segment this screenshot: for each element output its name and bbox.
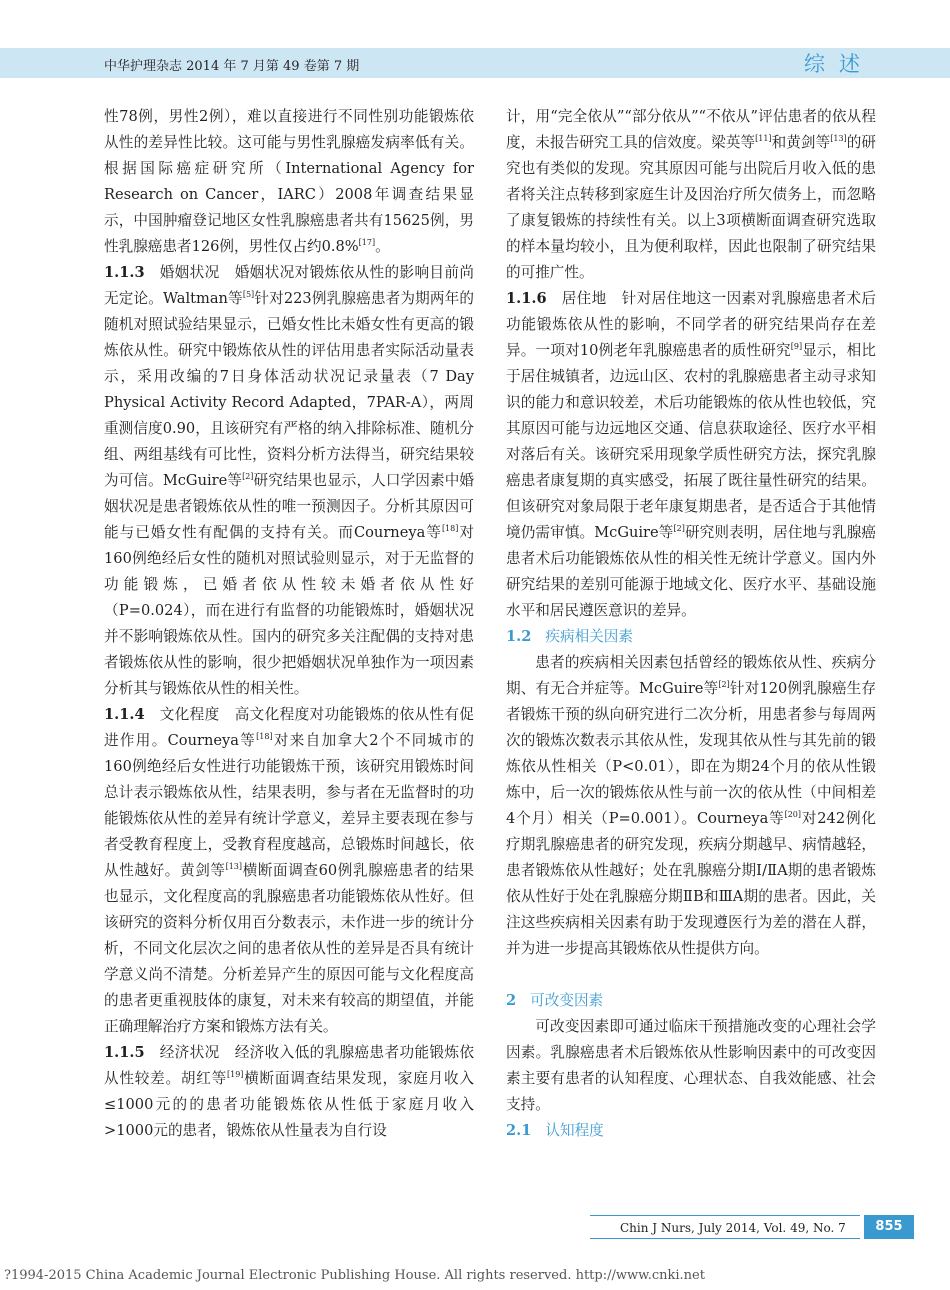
subsection-title: 居住地	[561, 290, 607, 307]
section-number: 2.1	[506, 1122, 532, 1139]
page-number: 855	[864, 1215, 914, 1239]
paragraph: 计，用“完全依从”“部分依从”“不依从”评估患者的依从程度，未报告研究工具的信效度。梁英等[11]和黄剑等[13]的研究也有类似的发现。究其原因可能与出院后月收入低的患者将关注点转移到家庭生计及因治疗所欠债务上，而忽略了康复锻炼的持续性有关。以上3项横断面调查研究选取的样本量均较小，且为便利取样，因此也限制了研究结果的可推广性。	[506, 108, 876, 281]
section-spacer	[506, 962, 876, 988]
section-number: 2	[506, 992, 517, 1009]
section-title: 疾病相关因素	[545, 628, 633, 645]
section-heading-modifiable-factors	[506, 988, 876, 1014]
section-title: 可改变因素	[530, 992, 604, 1009]
subsection-economic-status: 1.1.5 经济状况 经济收入低的乳腺癌患者功能锻炼依从性较差。胡红等[19]横断面调查结果发现，家庭月收入≤1000元的的患者功能锻炼依从性低于家庭月收入>1000元的患者，锻炼依从性量表为自行设	[104, 1044, 474, 1139]
paragraph: 患者的疾病相关因素包括曾经的锻炼依从性、疾病分期、有无合并症等。McGuire等[2]针对120例乳腺癌生存者锻炼干预的纵向研究进行二次分析，用患者参与每周两次的锻炼次数表示其依从性，发现其依从性与其先前的锻炼依从性相关（P<0.01），即在为期24个月的依从性锻炼中，后一次的锻炼依从性与前一次的依从性（中间相差4个月）相关（P=0.001）。Courneya等[20]对242例化疗期乳腺癌患者的研究发现，疾病分期越早、病情越轻，患者锻炼依从性越好；处在乳腺癌分期Ⅰ/ⅡA期的患者锻炼依从性好于处在乳腺癌分期ⅡB和ⅢA期的患者。因此，关注这些疾病相关因素有助于发现遵医行为差的潜在人群，并为进一步提高其锻炼依从性提供方向。	[506, 654, 877, 957]
reference-mark[interactable]: [2]	[242, 472, 254, 481]
reference-mark[interactable]: [2]	[718, 680, 730, 689]
paragraph: 性78例，男性2例），难以直接进行不同性别功能锻炼依从性的差异性比较。这可能与男性乳腺癌发病率低有关。根据国际癌症研究所（International Agency for Research on Cancer，IARC）2008年调查结果显示，中国肿瘤登记地区女性乳腺癌患者共有15625例，男性乳腺癌患者126例，男性仅占约0.8%[17]。	[104, 108, 474, 255]
reference-mark[interactable]: [5]	[242, 290, 255, 299]
section-title: 认知程度	[545, 1122, 604, 1139]
left-column	[104, 104, 474, 1144]
section-heading-cognition	[506, 1118, 876, 1144]
running-header	[0, 48, 950, 78]
reference-mark[interactable]: [19]	[226, 1070, 244, 1079]
journal-citation: Chin J Nurs, July 2014, Vol. 49, No. 7	[590, 1215, 860, 1239]
subsection-title: 文化程度	[159, 706, 220, 723]
reference-mark[interactable]: [17]	[358, 238, 376, 247]
reference-mark[interactable]: [13]	[830, 134, 847, 143]
subsection-education: 1.1.4 文化程度 高文化程度对功能锻炼的依从性有促进作用。Courneya等[18]对来自加拿大2个不同城市的160例绝经后女性进行功能锻炼干预，该研究用锻炼时间总计表示锻炼依从性，结果表明，参与者在无监督时的功能锻炼依从性的差异有统计学意义，差异主要表现在参与者受教育程度上，受教育程度越高，总锻炼时间越长，依从性越好。黄剑等[13]横断面调查60例乳腺癌患者的结果也显示，文化程度高的乳腺癌患者功能锻炼依从性好。但该研究的资料分析仅用百分数表示，未作进一步的统计分析，不同文化层次之间的患者依从性的差异是否具有统计学意义尚不清楚。分析差异产生的原因可能与文化程度高的患者更重视肢体的康复，对未来有较高的期望值，并能正确理解治疗方案和锻炼方法有关。	[104, 706, 474, 1035]
reference-mark[interactable]: [18]	[441, 524, 459, 533]
section-heading-disease-factors	[506, 624, 876, 650]
subsection-number: 1.1.3	[104, 264, 145, 281]
reference-mark[interactable]: [9]	[790, 342, 803, 351]
journal-issue-label: 中华护理杂志 2014 年 7 月第 49 卷第 7 期	[104, 59, 360, 74]
reference-mark[interactable]: [18]	[256, 732, 273, 741]
reference-mark[interactable]: [20]	[784, 810, 801, 819]
section-label: 综述	[804, 52, 874, 76]
paragraph: 可改变因素即可通过临床干预措施改变的心理社会学因素。乳腺癌患者术后锻炼依从性影响因素中的可改变因素主要有患者的认知程度、心理状态、自我效能感、社会支持。	[506, 1018, 876, 1113]
copyright-notice: ?1994-2015 China Academic Journal Electronic Publishing House. All rights reserved. http://www.cnki.net	[4, 1268, 705, 1283]
subsection-title: 经济状况	[159, 1044, 220, 1061]
section-number: 1.2	[506, 628, 532, 645]
subsection-number: 1.1.6	[506, 290, 547, 307]
subsection-title: 婚姻状况	[159, 264, 220, 281]
subsection-number: 1.1.4	[104, 706, 145, 723]
right-column	[506, 104, 876, 1144]
subsection-marital-status: 1.1.3 婚姻状况 婚姻状况对锻炼依从性的影响目前尚无定论。Waltman等[5]针对223例乳腺癌患者为期两年的随机对照试验结果显示，已婚女性比未婚女性有更高的锻炼依从性。研究中锻炼依从性的评估用患者实际活动量表示，采用改编的7日身体活动状况记录量表（7 Day Physical Activity Record Adapted，7PAR-A），两周重测信度0.90，且该研究有严格的纳入排除标准、随机分组、两组基线有可比性，资料分析方法得当，研究结果较为可信。McGuire等[2]研究结果也显示，人口学因素中婚姻状况是患者锻炼依从性的唯一预测因子。分析其原因可能与已婚女性有配偶的支持有关。而Courneya等[18]对160例绝经后女性的随机对照试验则显示，对于无监督的功能锻炼，已婚者依从性较未婚者依从性好（P=0.024），而在进行有监督的功能锻炼时，婚姻状况并不影响锻炼依从性。国内的研究多关注配偶的支持对患者锻炼依从性的影响，很少把婚姻状况单独作为一项因素分析其与锻炼依从性的相关性。	[104, 264, 475, 697]
subsection-number: 1.1.5	[104, 1044, 145, 1061]
subsection-residence: 1.1.6 居住地 针对居住地这一因素对乳腺癌患者术后功能锻炼依从性的影响，不同学者的研究结果尚存在差异。一项对10例老年乳腺癌患者的质性研究[9]显示，相比于居住城镇者，边远山区、农村的乳腺癌患者主动寻求知识的能力和意识较差，术后功能锻炼的依从性也较低，究其原因可能与边远地区交通、信息获取途径、医疗水平相对落后有关。该研究采用现象学质性研究方法，探究乳腺癌患者康复期的真实感受，拓展了既往量性研究的结果。但该研究对象局限于老年康复期患者，是否适合于其他情境仍需审慎。McGuire等[2]研究则表明，居住地与乳腺癌患者术后功能锻炼依从性的相关性无统计学意义。国内外研究结果的差别可能源于地域文化、医疗水平、基础设施水平和居民遵医意识的差异。	[506, 290, 876, 619]
reference-mark[interactable]: [13]	[225, 862, 243, 871]
reference-mark[interactable]: [2]	[673, 524, 685, 533]
reference-mark[interactable]: [11]	[755, 134, 772, 143]
